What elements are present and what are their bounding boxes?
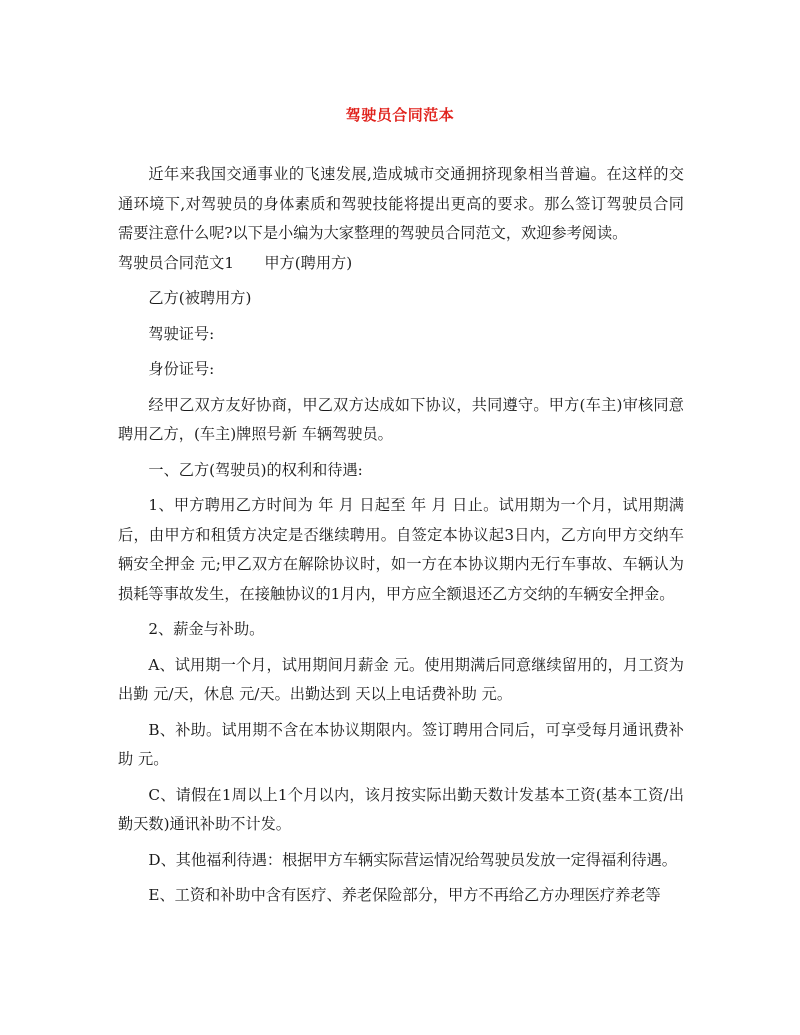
- paragraph-agreement: 经甲乙双方友好协商，甲乙双方达成如下协议，共同遵守。甲方(车主)审核同意聘用乙方，(车主)牌照号新 车辆驾驶员。: [118, 395, 684, 443]
- paragraph-item-b: B、补助。试用期不含在本协议期限内。签订聘用合同后，可享受每月通讯费补助 元。: [118, 720, 684, 768]
- paragraph-intro: 近年来我国交通事业的飞速发展,造成城市交通拥挤现象相当普遍。在这样的交通环境下,对驾驶员的身体素质和驾驶技能将提出更高的要求。那么签订驾驶员合同需要注意什么呢?以下是小编为大家整理的驾驶员合同范文，欢迎参考阅读。: [118, 165, 684, 242]
- paragraph-id-number: 身份证号:: [148, 360, 215, 378]
- paragraph-term: 1、甲方聘用乙方时间为 年 月 日起至 年 月 日止。试用期为一个月，试用期满后，由甲方和租赁方决定是否继续聘用。自签定本协议起3日内，乙方向甲方交纳车辆安全押金 元;甲乙双方在解除协议时，如一方在本协议期内无行车事故、车辆认为损耗等事故发生，在接触协议的1月内，甲方应全额退还乙方交纳的车辆安全押金。: [118, 496, 684, 603]
- document-body: [118, 160, 684, 911]
- paragraph-section-one: 一、乙方(驾驶员)的权利和待遇:: [148, 460, 363, 479]
- paragraph-item-c: C、请假在1周以上1个月以内，该月按实际出勤天数计发基本工资(基本工资/出勤天数)通讯补助不计发。: [118, 785, 684, 833]
- paragraph-salary-heading: 2、薪金与补助。: [148, 620, 265, 638]
- paragraph-item-d: D、其他福利待遇：根据甲方车辆实际营运情况给驾驶员发放一定得福利待遇。: [148, 850, 677, 869]
- paragraph-item-e: E、工资和补助中含有医疗、养老保险部分，甲方不再给乙方办理医疗养老等: [148, 886, 661, 904]
- document-title: 驾驶员合同范本: [345, 106, 455, 124]
- paragraph-contract-header: 驾驶员合同范文1 甲方(聘用方): [118, 253, 353, 272]
- paragraph-item-a: A、试用期一个月，试用期间月薪金 元。使用期满后同意继续留用的，月工资为出勤 元/天，休息 元/天。出勤达到 天以上电话费补助 元。: [118, 655, 684, 703]
- paragraph-license-number: 驾驶证号:: [148, 324, 215, 343]
- paragraph-party-b: 乙方(被聘用方): [148, 289, 252, 307]
